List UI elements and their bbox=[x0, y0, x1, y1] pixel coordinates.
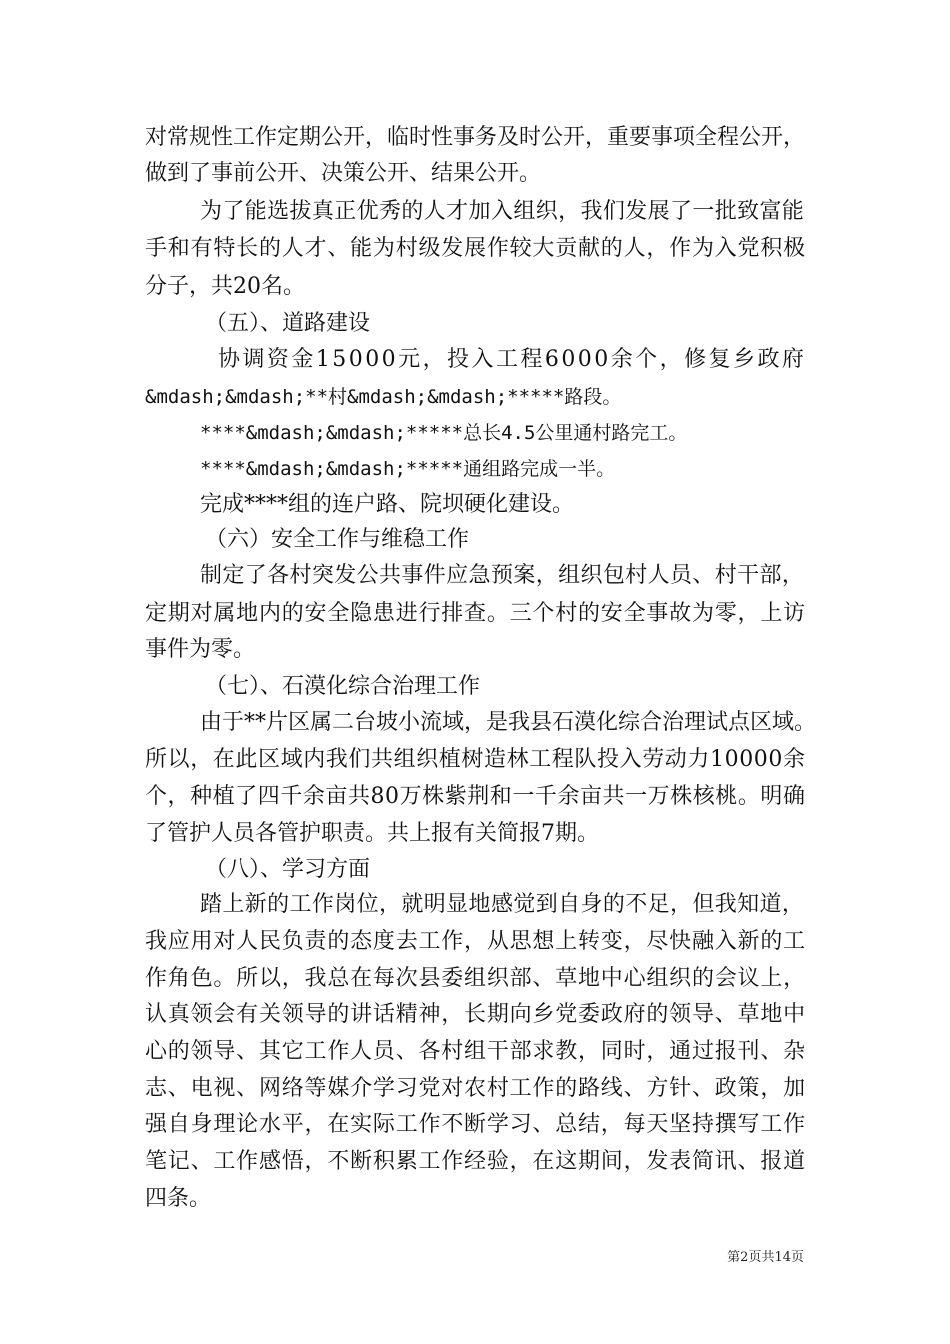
paragraph-line: 做到了事前公开、决策公开、结果公开。 bbox=[145, 161, 542, 186]
paragraph-line: 强自身理论水平，在实际工作不断学习、总结，每天坚持撰写工作 bbox=[145, 1112, 806, 1137]
section-heading: （七）、石漠化综合治理工作 bbox=[205, 674, 481, 699]
paragraph-line: 完成****组的连户路、院坝硬化建设。 bbox=[200, 492, 575, 517]
paragraph-line: 个，种植了四千余亩共80万株紫荆和一千余亩共一万株核桃。明确 bbox=[145, 784, 806, 809]
paragraph-line: 事件为零。 bbox=[145, 637, 256, 662]
paragraph-line: 制定了各村突发公共事件应急预案，组织包村人员、村干部， bbox=[200, 563, 805, 588]
paragraph-line: 所以，在此区域内我们共组织植树造林工程队投入劳动力10000余 bbox=[145, 747, 806, 772]
paragraph-line: 分子，共20名。 bbox=[145, 274, 305, 299]
paragraph-line: ****&mdash;&mdash;*****总长4.5公里通村路完工。 bbox=[200, 422, 688, 444]
paragraph-line: &mdash;&mdash;**村&mdash;&mdash;*****路段。 bbox=[145, 386, 622, 408]
section-heading: （五）、道路建设 bbox=[205, 311, 371, 336]
section-heading: （八）、学习方面 bbox=[205, 857, 371, 882]
paragraph-line: 定期对属地内的安全隐患进行排查。三个村的安全事故为零，上访 bbox=[145, 601, 806, 626]
paragraph-line: 心的领导、其它工作人员、各村组干部求教，同时，通过报刊、杂 bbox=[145, 1039, 806, 1064]
paragraph-line: ****&mdash;&mdash;*****通组路完成一半。 bbox=[200, 458, 616, 480]
paragraph-line: 协调资金15000元，投入工程6000余个，修复乡政府 bbox=[218, 347, 807, 372]
paragraph-line: 对常规性工作定期公开，临时性事务及时公开，重要事项全程公开， bbox=[145, 125, 806, 150]
paragraph-line: 由于**片区属二台坡小流域，是我县石漠化综合治理试点区域。 bbox=[200, 710, 817, 735]
paragraph-line: 作角色。所以，我总在每次县委组织部、草地中心组织的会议上， bbox=[145, 966, 806, 991]
paragraph-line: 笔记、工作感悟，不断积累工作经验，在这期间，发表简讯、报道 bbox=[145, 1149, 806, 1174]
paragraph-line: 手和有特长的人才、能为村级发展作较大贡献的人，作为入党积极 bbox=[145, 236, 806, 261]
paragraph-line: 认真领会有关领导的讲话精神，长期向乡党委政府的领导、草地中 bbox=[145, 1002, 806, 1027]
paragraph-line: 我应用对人民负责的态度去工作，从思想上转变，尽快融入新的工 bbox=[145, 929, 806, 954]
paragraph-line: 四条。 bbox=[145, 1186, 212, 1211]
paragraph-line: 了管护人员各管护职责。共上报有关简报7期。 bbox=[145, 821, 599, 846]
paragraph-line: 踏上新的工作岗位，就明显地感觉到自身的不足，但我知道， bbox=[200, 892, 805, 917]
paragraph-line: 志、电视、网络等媒介学习党对农村工作的路线、方针、政策，加 bbox=[145, 1076, 806, 1101]
page-indicator: 第2页共14页 bbox=[727, 1250, 804, 1265]
section-heading: （六）安全工作与维稳工作 bbox=[205, 527, 470, 552]
paragraph-line: 为了能选拔真正优秀的人才加入组织，我们发展了一批致富能 bbox=[200, 199, 805, 224]
